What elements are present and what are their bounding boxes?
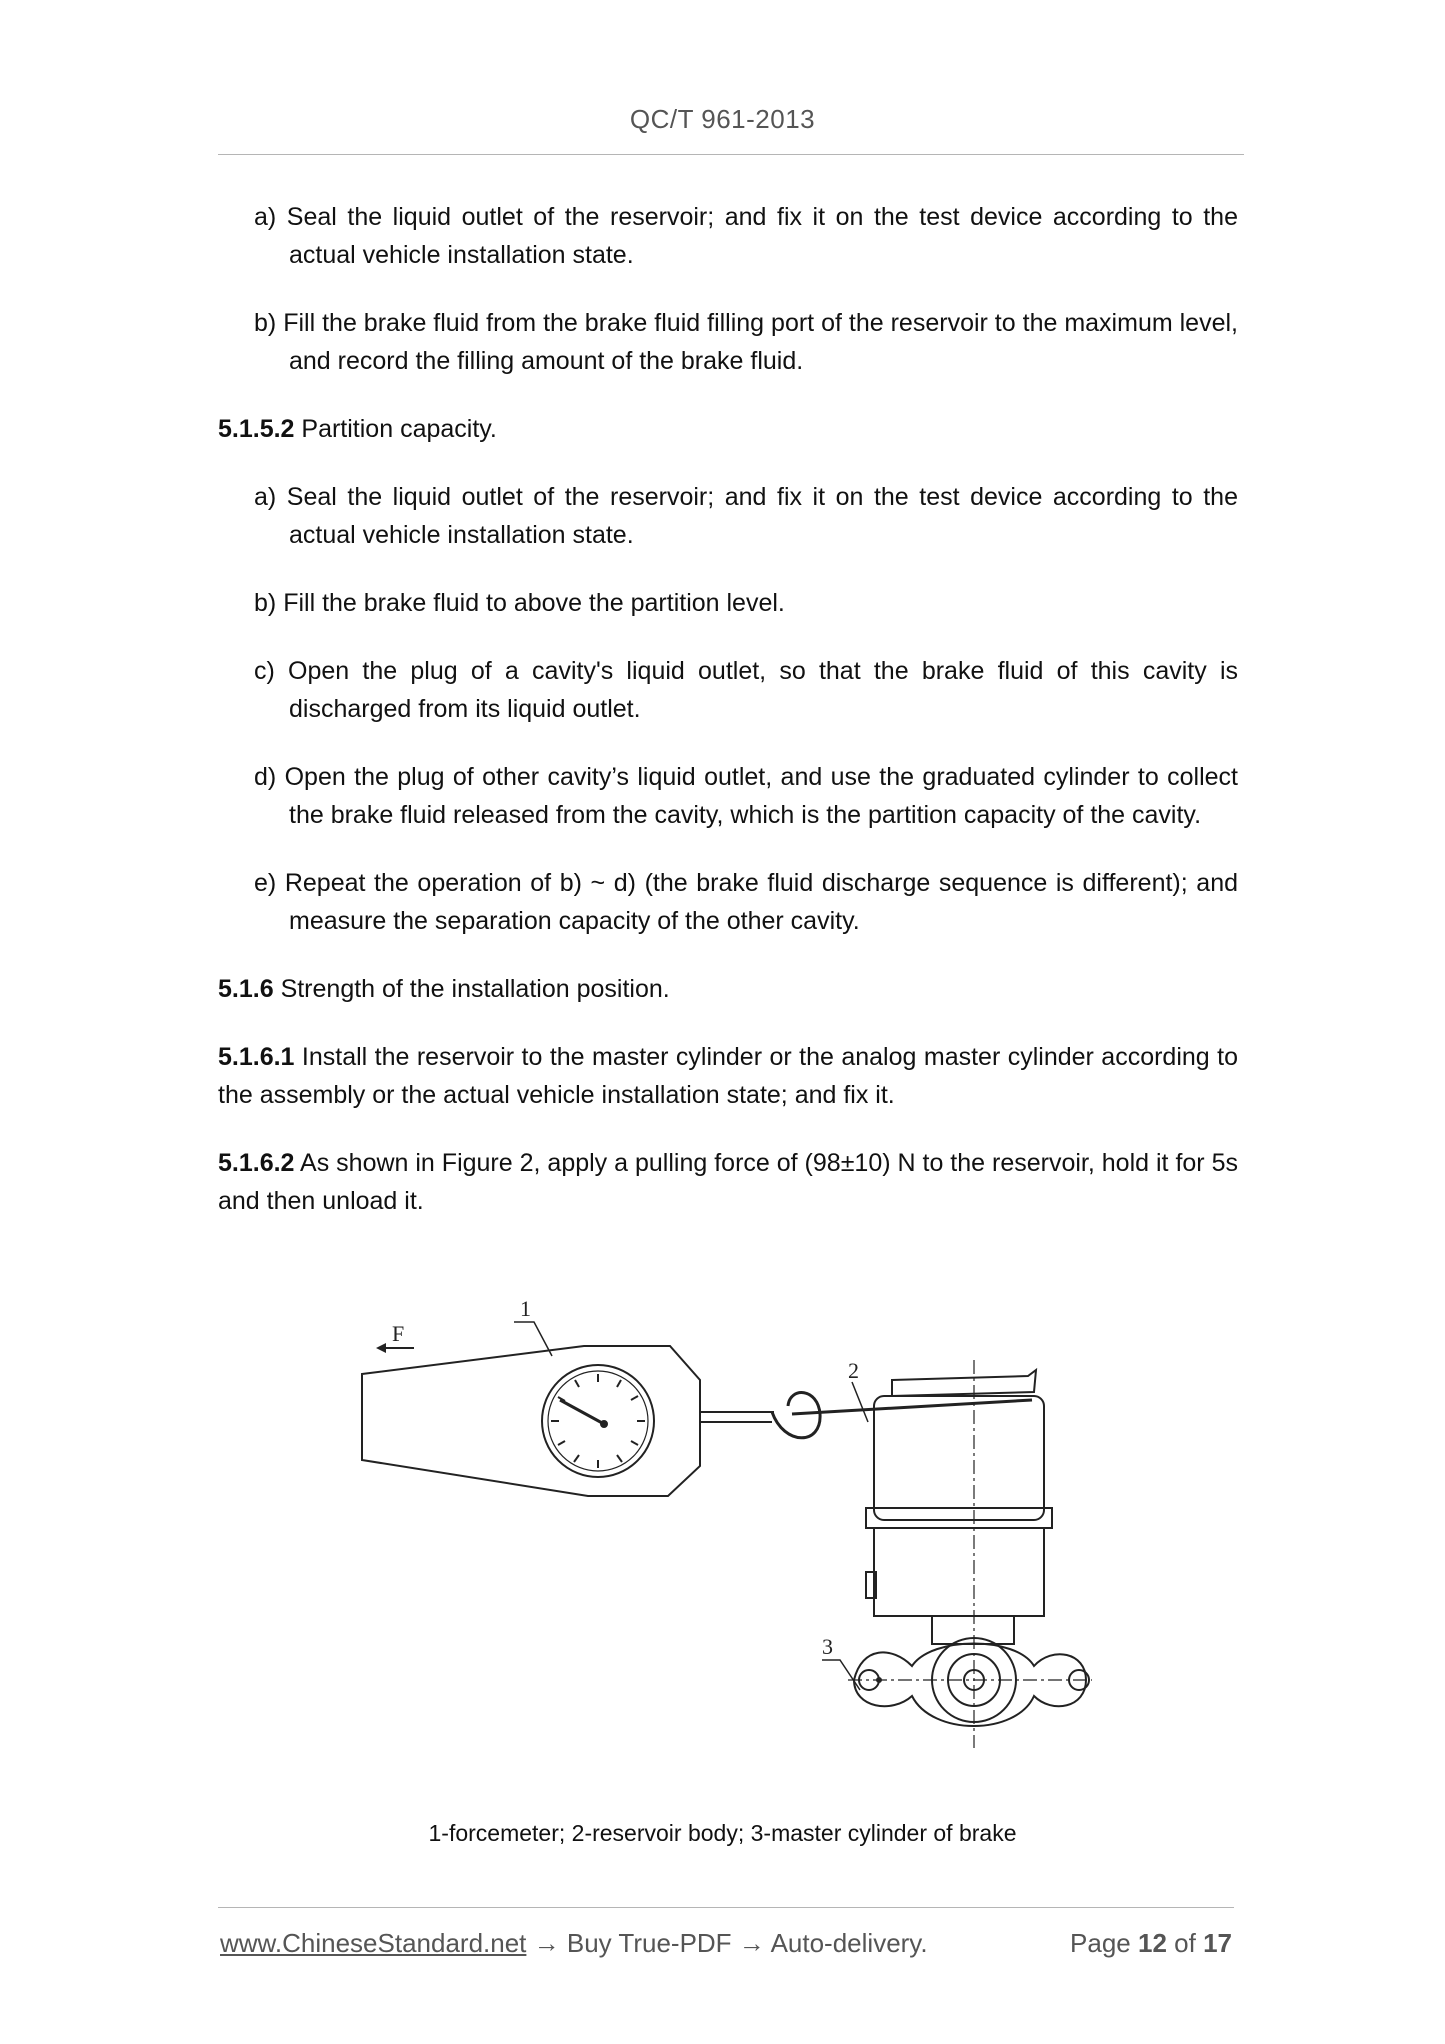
callout-2-label: 2 — [848, 1358, 859, 1383]
force-label: F — [392, 1321, 405, 1346]
total-pages: 17 — [1203, 1928, 1232, 1958]
list-item: b) Fill the brake fluid to above the partition level. — [254, 589, 785, 617]
reservoir-cap — [892, 1370, 1036, 1396]
website-link[interactable]: www.ChineseStandard.net — [220, 1928, 527, 1958]
reservoir-body — [874, 1396, 1044, 1520]
document-header-id: QC/T 961-2013 — [629, 104, 816, 134]
callout-1-label: 1 — [520, 1296, 531, 1321]
master-cylinder — [854, 1644, 1086, 1727]
document-body — [218, 198, 1238, 1250]
footer-divider — [218, 1907, 1234, 1908]
promo-text: → Buy True-PDF → Auto-delivery. — [526, 1928, 928, 1958]
list-item: b) Fill the brake fluid from the brake fluid filling port of the reservoir to the maximum level, and record the filling amount of the brake fluid. — [254, 309, 1238, 375]
clause-5-1-5-2: 5.1.5.2 Partition capacity. — [218, 415, 497, 443]
figure-caption: 1-forcemeter; 2-reservoir body; 3-master cylinder of brake — [428, 1820, 1017, 1846]
list-item: e) Repeat the operation of b) ~ d) (the brake fluid discharge sequence is different); and measure the separation capacity of the other cavity. — [254, 869, 1238, 935]
list-item: d) Open the plug of other cavity’s liquid outlet, and use the graduated cylinder to collect the brake fluid released from the cavity, which is the partition capacity of the cavity. — [254, 763, 1238, 829]
forcemeter-body — [362, 1346, 700, 1496]
list-item: a) Seal the liquid outlet of the reservoir; and fix it on the test device according to the actual vehicle installation state. — [254, 203, 1238, 269]
callout-3-label: 3 — [822, 1634, 833, 1659]
list-item: c) Open the plug of a cavity's liquid outlet, so that the brake fluid of this cavity is discharged from its liquid outlet. — [254, 657, 1238, 723]
pull-cable — [792, 1400, 1032, 1414]
figure-2-diagram — [352, 1296, 1092, 1776]
force-arrow-head — [376, 1343, 386, 1353]
page-footer — [220, 1928, 1232, 1959]
callout-2-leader — [852, 1382, 868, 1422]
dial-needle — [560, 1400, 604, 1424]
current-page: 12 — [1138, 1928, 1167, 1958]
page-indicator: Page 12 of 17 — [1070, 1928, 1232, 1958]
clause-5-1-6-1: 5.1.6.1 Install the reservoir to the master cylinder or the analog master cylinder according to the assembly or the actual vehicle installation state; and fix it. — [218, 1043, 1238, 1109]
clause-5-1-6: 5.1.6 Strength of the installation position. — [218, 975, 670, 1003]
list-item: a) Seal the liquid outlet of the reservoir; and fix it on the test device according to the actual vehicle installation state. — [254, 483, 1238, 549]
header-divider — [218, 154, 1244, 155]
clause-5-1-6-2: 5.1.6.2 As shown in Figure 2, apply a pulling force of (98±10) N to the reservoir, hold it for 5s and then unload it. — [218, 1149, 1238, 1215]
